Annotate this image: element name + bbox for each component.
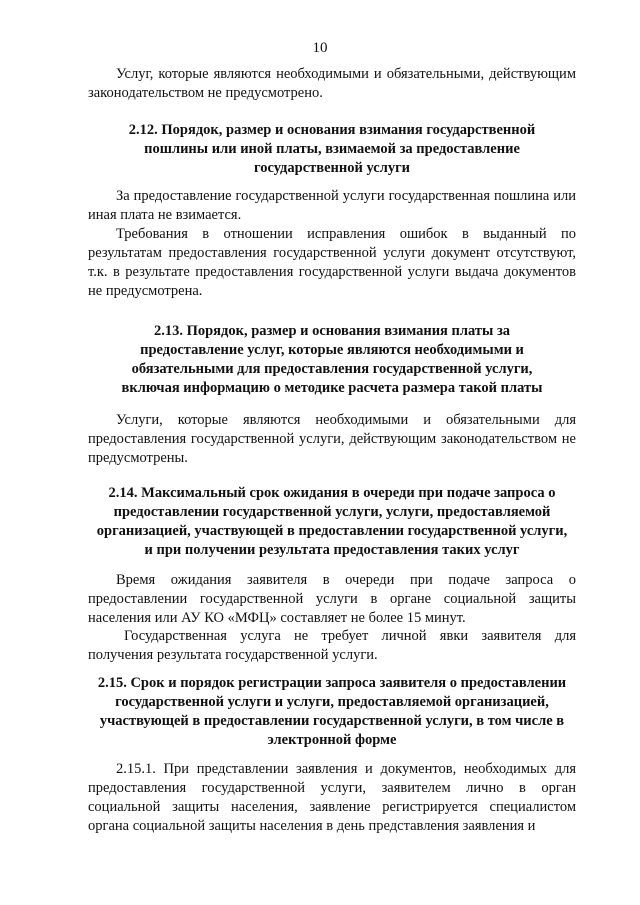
paragraph-2-13: Услуги, которые являются необходимыми и обязательными для предоставления государственной услуги, действующим законодательством не предусмотрены. [88, 412, 576, 466]
heading-2-14: 2.14. Максимальный срок ожидания в очереди при подаче запроса о предоставлении государственной услуги, услуги, предоставляемой организацией, участвующей в предоставлении государственной услуги, и при получении результата предоставления таких услуг [96, 485, 568, 558]
page-number: 10 [312, 40, 328, 56]
paragraph-2-14-presence: Государственная услуга не требует личной явки заявителя для получения результата государственной услуги. [88, 628, 576, 663]
paragraph-intro: Услуг, которые являются необходимыми и обязательными, действующим законодательством не предусмотрено. [88, 66, 576, 101]
paragraph-2-15-1: 2.15.1. При представлении заявления и документов, необходимых для предоставления государственной услуги, заявителем лично в орган социальной защиты населения, заявление регистрируется специалистом органа социальной защиты населения в день представления заявления и [88, 761, 576, 834]
paragraph-2-14-waiting: Время ожидания заявителя в очереди при подаче запроса о предоставлении государственной услуги в органе социальной защиты населения или АУ КО «МФЦ» составляет не более 15 минут. [88, 572, 576, 626]
heading-2-12: 2.12. Порядок, размер и основания взимания государственной пошлины или иной платы, взимаемой за предоставление государственной услуги [128, 122, 536, 176]
heading-2-15: 2.15. Срок и порядок регистрации запроса заявителя о предоставлении государственной услуги и услуги, предоставляемой организацией, участвующей в предоставлении государственной услуги, в том числе в электронной форме [97, 675, 567, 748]
paragraph-2-12-fee: За предоставление государственной услуги государственная пошлина или иная плата не взимается. [88, 188, 576, 223]
paragraph-2-12-errors: Требования в отношении исправления ошибок в выданный по результатам предоставления государственной услуги документ отсутствуют, т.к. в результате предоставления государственной услуги выдача документов не предусмотрена. [88, 226, 576, 299]
heading-2-13: 2.13. Порядок, размер и основания взимания платы за предоставление услуг, которые являются необходимыми и обязательными для предоставления государственной услуги, включая информацию о методике расчета размера такой платы [121, 323, 543, 396]
